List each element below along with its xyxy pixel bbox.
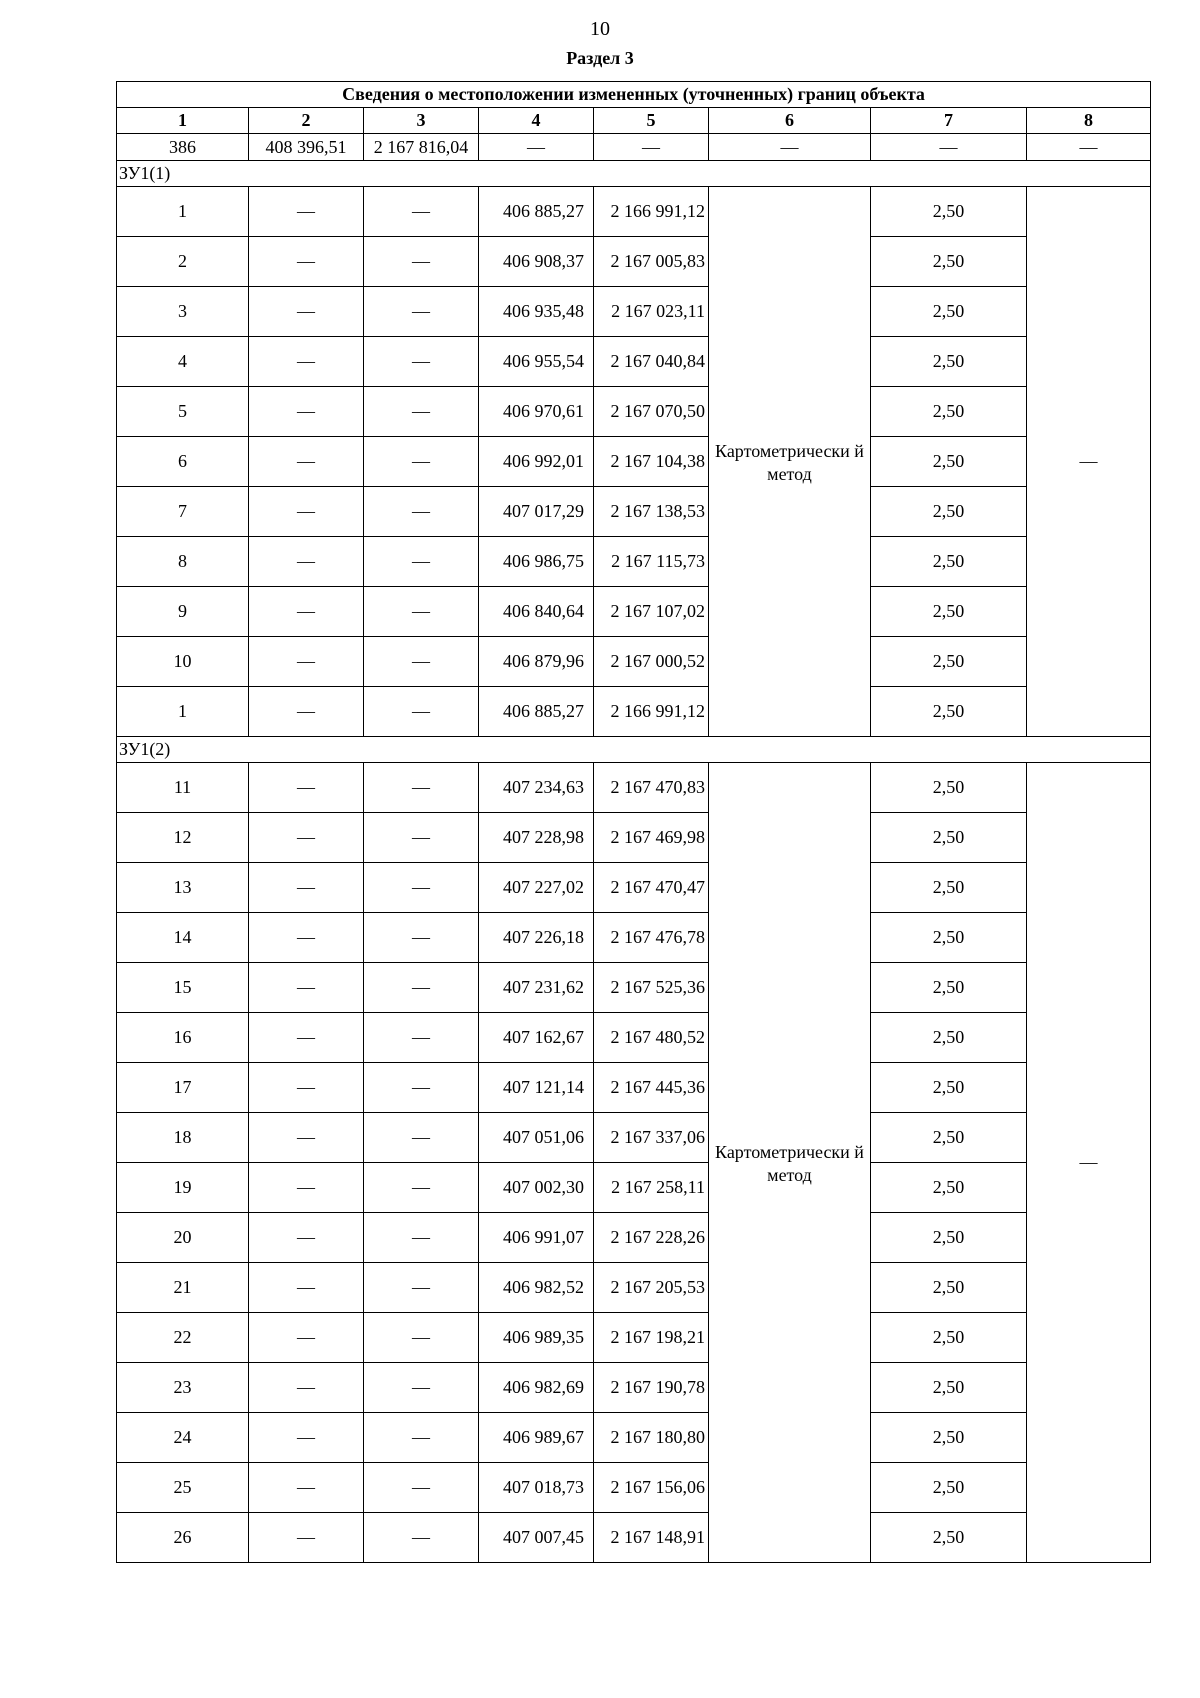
table-cell: —	[594, 134, 709, 161]
table-row	[117, 187, 1151, 237]
table-row	[117, 1313, 1151, 1363]
table-cell: 2,50	[871, 537, 1027, 587]
table-cell: —	[364, 863, 479, 913]
table-cell: 2,50	[871, 763, 1027, 813]
table-cell: 26	[117, 1513, 249, 1563]
table-cell: 2 167 000,52	[594, 637, 709, 687]
table-row	[117, 687, 1151, 737]
table-cell: 15	[117, 963, 249, 1013]
table-cell: —	[249, 387, 364, 437]
table-cell: 2 167 480,52	[594, 1013, 709, 1063]
table-cell: —	[249, 337, 364, 387]
table-cell: —	[479, 134, 594, 161]
table-cell: —	[364, 287, 479, 337]
table-cell: 2 167 104,38	[594, 437, 709, 487]
table-cell: —	[364, 337, 479, 387]
table-cell: 2,50	[871, 637, 1027, 687]
table-cell: 24	[117, 1413, 249, 1463]
table-cell: 2,50	[871, 337, 1027, 387]
table-cell: —	[249, 637, 364, 687]
table-cell: 6	[117, 437, 249, 487]
table-cell: 19	[117, 1163, 249, 1213]
table-cell: 13	[117, 863, 249, 913]
table-cell: 2,50	[871, 487, 1027, 537]
table-row	[117, 537, 1151, 587]
table-cell: 2,50	[871, 913, 1027, 963]
table-cell: 11	[117, 763, 249, 813]
table-cell: —	[249, 1363, 364, 1413]
table-cell: 2,50	[871, 1113, 1027, 1163]
table-cell: 2 167 005,83	[594, 237, 709, 287]
table-row	[117, 863, 1151, 913]
table-cell: —	[249, 913, 364, 963]
column-header: 5	[594, 108, 709, 134]
table-cell: —	[249, 1413, 364, 1463]
table-row	[117, 1263, 1151, 1313]
table-row	[117, 1163, 1151, 1213]
table-cell: 12	[117, 813, 249, 863]
table-cell: 406 935,48	[479, 287, 594, 337]
table-row	[117, 963, 1151, 1013]
table-cell: 2,50	[871, 187, 1027, 237]
table-cell: 407 228,98	[479, 813, 594, 863]
table-cell: 2,50	[871, 1513, 1027, 1563]
table-row	[117, 1513, 1151, 1563]
table-cell: 406 970,61	[479, 387, 594, 437]
table-cell: —	[364, 763, 479, 813]
table-cell: 3	[117, 287, 249, 337]
table-cell: —	[249, 237, 364, 287]
table-row	[117, 134, 1151, 161]
table-cell: —	[249, 537, 364, 587]
table-title: Сведения о местоположении измененных (уточненных) границ объекта	[117, 82, 1151, 108]
table-cell: —	[364, 587, 479, 637]
table-cell: —	[249, 1063, 364, 1113]
table-cell: 406 840,64	[479, 587, 594, 637]
table-cell: —	[364, 1463, 479, 1513]
table-cell: 23	[117, 1363, 249, 1413]
table-cell: —	[364, 1063, 479, 1113]
table-cell: 2 167 023,11	[594, 287, 709, 337]
table-cell: 2 167 337,06	[594, 1113, 709, 1163]
table-cell: 407 121,14	[479, 1063, 594, 1113]
table-cell: 2,50	[871, 687, 1027, 737]
table-cell: 2,50	[871, 1013, 1027, 1063]
table-cell: 2 167 138,53	[594, 487, 709, 537]
table-cell: 17	[117, 1063, 249, 1113]
table-cell: 2,50	[871, 1263, 1027, 1313]
table-cell: 2 167 148,91	[594, 1513, 709, 1563]
table-cell: 407 007,45	[479, 1513, 594, 1563]
table-cell: 2 167 190,78	[594, 1363, 709, 1413]
table-cell: —	[249, 813, 364, 863]
table-cell: 2,50	[871, 813, 1027, 863]
table-cell: 22	[117, 1313, 249, 1363]
table-cell: 2,50	[871, 1213, 1027, 1263]
table-row	[117, 387, 1151, 437]
table-cell: 2,50	[871, 237, 1027, 287]
table-row	[117, 763, 1151, 813]
group-row	[117, 161, 1151, 187]
table-cell: 2,50	[871, 1063, 1027, 1113]
table-cell: —	[364, 1363, 479, 1413]
table-cell: 407 231,62	[479, 963, 594, 1013]
table-cell: 7	[117, 487, 249, 537]
table-cell: —	[249, 1313, 364, 1363]
table-cell: 2,50	[871, 1163, 1027, 1213]
table-cell: —	[364, 1163, 479, 1213]
method-cell: Картометрически й метод	[709, 763, 871, 1563]
table-cell: 2,50	[871, 1313, 1027, 1363]
table-cell: —	[249, 1013, 364, 1063]
table-cell: 1	[117, 187, 249, 237]
table-cell: —	[364, 437, 479, 487]
table-cell: —	[364, 1513, 479, 1563]
table-cell: 2 166 991,12	[594, 687, 709, 737]
table-cell: 406 908,37	[479, 237, 594, 287]
table-cell: 8	[117, 537, 249, 587]
table-cell: 2,50	[871, 437, 1027, 487]
table-cell: —	[249, 487, 364, 537]
table-row	[117, 813, 1151, 863]
table-cell: —	[249, 863, 364, 913]
table-cell: —	[364, 187, 479, 237]
table-row	[117, 1113, 1151, 1163]
table-row	[117, 587, 1151, 637]
column-header-row	[117, 108, 1151, 134]
table-cell: —	[364, 1213, 479, 1263]
table-cell: 2 167 258,11	[594, 1163, 709, 1213]
table-cell: 25	[117, 1463, 249, 1513]
table-cell: 2 167 180,80	[594, 1413, 709, 1463]
table-cell: 2 167 469,98	[594, 813, 709, 863]
table-cell: —	[249, 437, 364, 487]
table-cell: 5	[117, 387, 249, 437]
table-cell: 2 167 156,06	[594, 1463, 709, 1513]
table-cell: 2 167 228,26	[594, 1213, 709, 1263]
table-cell: 406 992,01	[479, 437, 594, 487]
table-cell: —	[364, 963, 479, 1013]
table-cell: 407 051,06	[479, 1113, 594, 1163]
table-cell: 408 396,51	[249, 134, 364, 161]
table-cell: 20	[117, 1213, 249, 1263]
table-row	[117, 437, 1151, 487]
table-cell: 2,50	[871, 587, 1027, 637]
group-label: ЗУ1(2)	[117, 737, 1151, 763]
table-cell: 2,50	[871, 863, 1027, 913]
table-cell: —	[249, 1463, 364, 1513]
table-cell: —	[249, 763, 364, 813]
table-cell: 406 989,67	[479, 1413, 594, 1463]
table-cell: 18	[117, 1113, 249, 1163]
table-cell: 407 017,29	[479, 487, 594, 537]
table-cell: —	[364, 537, 479, 587]
table-cell: —	[364, 1013, 479, 1063]
column-header: 4	[479, 108, 594, 134]
table-cell: —	[871, 134, 1027, 161]
table-cell: —	[249, 687, 364, 737]
table-cell: 407 018,73	[479, 1463, 594, 1513]
column-8-cell: —	[1027, 187, 1151, 737]
table-cell: 386	[117, 134, 249, 161]
table-cell: 2 167 445,36	[594, 1063, 709, 1113]
table-cell: 2,50	[871, 387, 1027, 437]
table-row	[117, 1063, 1151, 1113]
table-cell: —	[709, 134, 871, 161]
table-cell: —	[249, 1263, 364, 1313]
table-cell: —	[364, 1313, 479, 1363]
table-row	[117, 337, 1151, 387]
table-cell: 406 991,07	[479, 1213, 594, 1263]
page-number: 10	[590, 18, 610, 40]
table-cell: —	[249, 1213, 364, 1263]
table-cell: 407 227,02	[479, 863, 594, 913]
table-cell: 16	[117, 1013, 249, 1063]
table-cell: 406 885,27	[479, 187, 594, 237]
table-cell: 4	[117, 337, 249, 387]
column-header: 6	[709, 108, 871, 134]
table-cell: 2,50	[871, 287, 1027, 337]
table-cell: 2 167 816,04	[364, 134, 479, 161]
column-header: 2	[249, 108, 364, 134]
table-cell: 10	[117, 637, 249, 687]
table-cell: 2 166 991,12	[594, 187, 709, 237]
table-cell: 2,50	[871, 963, 1027, 1013]
table-row	[117, 1013, 1151, 1063]
table-cell: 406 982,52	[479, 1263, 594, 1313]
table-cell: —	[1027, 134, 1151, 161]
table-cell: —	[249, 187, 364, 237]
column-header: 7	[871, 108, 1027, 134]
table-cell: 407 226,18	[479, 913, 594, 963]
table-cell: 407 002,30	[479, 1163, 594, 1213]
table-row	[117, 637, 1151, 687]
table-cell: 406 885,27	[479, 687, 594, 737]
table-row	[117, 287, 1151, 337]
table-cell: 1	[117, 687, 249, 737]
group-row	[117, 737, 1151, 763]
table-cell: 2 167 070,50	[594, 387, 709, 437]
table-cell: —	[364, 237, 479, 287]
table-cell: 2 167 115,73	[594, 537, 709, 587]
table-cell: 2,50	[871, 1363, 1027, 1413]
table-cell: 406 989,35	[479, 1313, 594, 1363]
table-cell: 406 879,96	[479, 637, 594, 687]
group-label: ЗУ1(1)	[117, 161, 1151, 187]
table-cell: 2 167 198,21	[594, 1313, 709, 1363]
column-header: 3	[364, 108, 479, 134]
method-cell: Картометрически й метод	[709, 187, 871, 737]
column-8-cell: —	[1027, 763, 1151, 1563]
table-row	[117, 1213, 1151, 1263]
column-header: 8	[1027, 108, 1151, 134]
table-cell: —	[249, 1163, 364, 1213]
table-cell: —	[364, 913, 479, 963]
table-row	[117, 1363, 1151, 1413]
table-row	[117, 237, 1151, 287]
table-cell: —	[364, 1113, 479, 1163]
section-title: Раздел 3	[566, 48, 634, 68]
table-row	[117, 1413, 1151, 1463]
table-cell: —	[249, 1113, 364, 1163]
column-header: 1	[117, 108, 249, 134]
table-row	[117, 487, 1151, 537]
table-cell: 2	[117, 237, 249, 287]
table-cell: 2 167 525,36	[594, 963, 709, 1013]
table-cell: 2 167 040,84	[594, 337, 709, 387]
table-cell: 406 986,75	[479, 537, 594, 587]
table-cell: 2 167 476,78	[594, 913, 709, 963]
table-cell: 407 162,67	[479, 1013, 594, 1063]
table-cell: 2 167 470,47	[594, 863, 709, 913]
table-cell: 2 167 107,02	[594, 587, 709, 637]
table-row	[117, 913, 1151, 963]
table-cell: 406 982,69	[479, 1363, 594, 1413]
table-cell: 407 234,63	[479, 763, 594, 813]
table-cell: —	[364, 687, 479, 737]
table-cell: —	[249, 1513, 364, 1563]
table-cell: —	[364, 1413, 479, 1463]
table-cell: —	[364, 1263, 479, 1313]
table-cell: —	[364, 487, 479, 537]
table-cell: 14	[117, 913, 249, 963]
table-cell: 21	[117, 1263, 249, 1313]
table-cell: 406 955,54	[479, 337, 594, 387]
table-cell: 2 167 470,83	[594, 763, 709, 813]
table-cell: —	[249, 587, 364, 637]
table-cell: 2,50	[871, 1463, 1027, 1513]
table-cell: —	[249, 963, 364, 1013]
table-cell: —	[364, 813, 479, 863]
boundary-coordinates-table	[116, 81, 1151, 1563]
table-cell: 2 167 205,53	[594, 1263, 709, 1313]
table-cell: —	[364, 387, 479, 437]
table-row	[117, 1463, 1151, 1513]
table-cell: 2,50	[871, 1413, 1027, 1463]
table-cell: —	[364, 637, 479, 687]
table-cell: 9	[117, 587, 249, 637]
table-cell: —	[249, 287, 364, 337]
